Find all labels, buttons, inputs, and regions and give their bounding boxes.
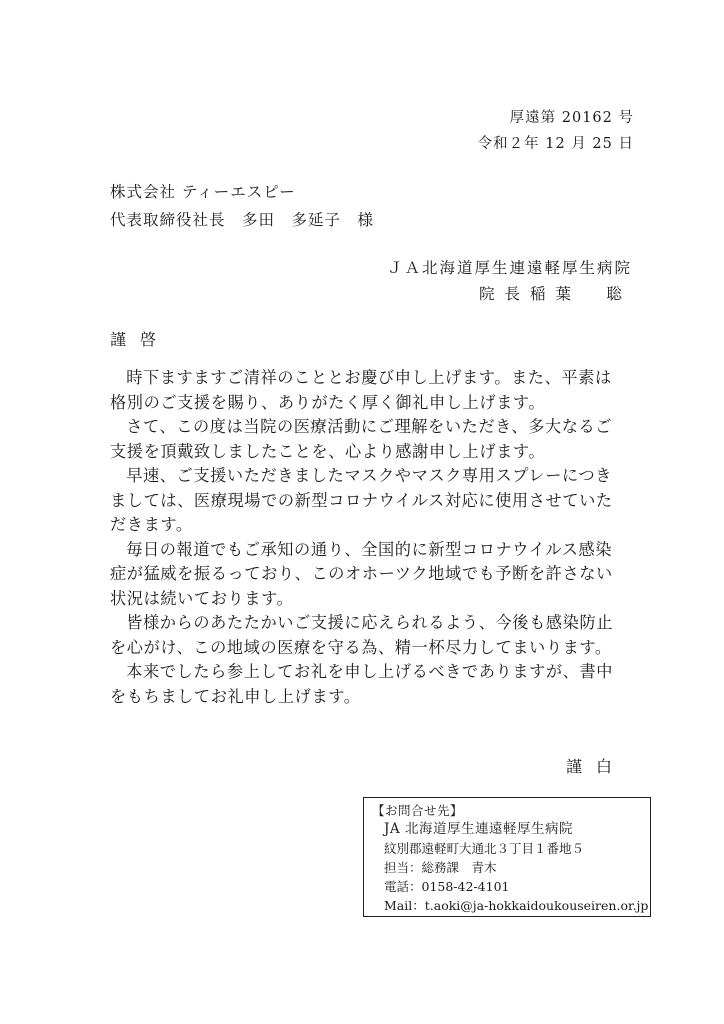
contact-person: 担当：総務課 青木 [384, 860, 497, 875]
closing-salutation: 謹白 [565, 757, 626, 776]
opening-salutation: 謹啓 [110, 330, 171, 349]
body-paragraph: さて、この度は当院の医療活動にご理解をいただき、多大なるご支援を頂戴致しましたことを、心より感謝申し上げます。 [110, 417, 613, 461]
body-paragraph: 毎日の報道でもご承知の通り、全国的に新型コロナウイルス感染症が猛威を振るっており、このオホーツク地域でも予断を許さない状況は続いております。 [110, 539, 613, 608]
contact-phone: 電話：0158-42-4101 [384, 879, 510, 894]
contact-box [363, 797, 651, 917]
sender-person: 院長稲葉 聡 [478, 285, 632, 303]
contact-address: 紋別郡遠軽町大通北３丁目１番地５ [384, 841, 585, 856]
contact-heading: 【お問合せ先】 [372, 803, 464, 818]
reference-number: 厚遠第 20162 号 [509, 110, 634, 126]
addressee-company: 株式会社 ティーエスピー [110, 183, 296, 201]
sender-organization: ＪＡ北海道厚生連遠軽厚生病院 [386, 259, 632, 277]
contact-email: Mail：t.aoki@ja-hokkaidoukouseiren.or.jp [384, 898, 649, 913]
addressee-person: 代表取締役社長 多田 多延子 様 [110, 211, 375, 229]
contact-organization: JA 北海道厚生連遠軽厚生病院 [384, 821, 573, 837]
body-paragraph: 本来でしたら参上してお礼を申し上げるべきでありますが、書中をもちましてお礼申し上げます。 [110, 662, 614, 706]
body-paragraph: 早速、ご支援いただきましたマスクやマスク専用スプレーにつきましては、医療現場での新型コロナウイルス対応に使用させていただきます。 [110, 466, 613, 534]
body-paragraph: 皆様からのあたたかいご支援に応えられるよう、今後も感染防止を心がけ、この地域の医療を守る為、精一杯尽力してまいります。 [110, 613, 614, 657]
letter-body [110, 366, 620, 709]
body-paragraph: 時下ますますご清祥のこととお慶び申し上げます。また、平素は格別のご支援を賜り、ありがたく厚く御礼申し上げます。 [110, 368, 612, 412]
letter-date: 令和２年 12 月 25 日 [477, 136, 634, 152]
